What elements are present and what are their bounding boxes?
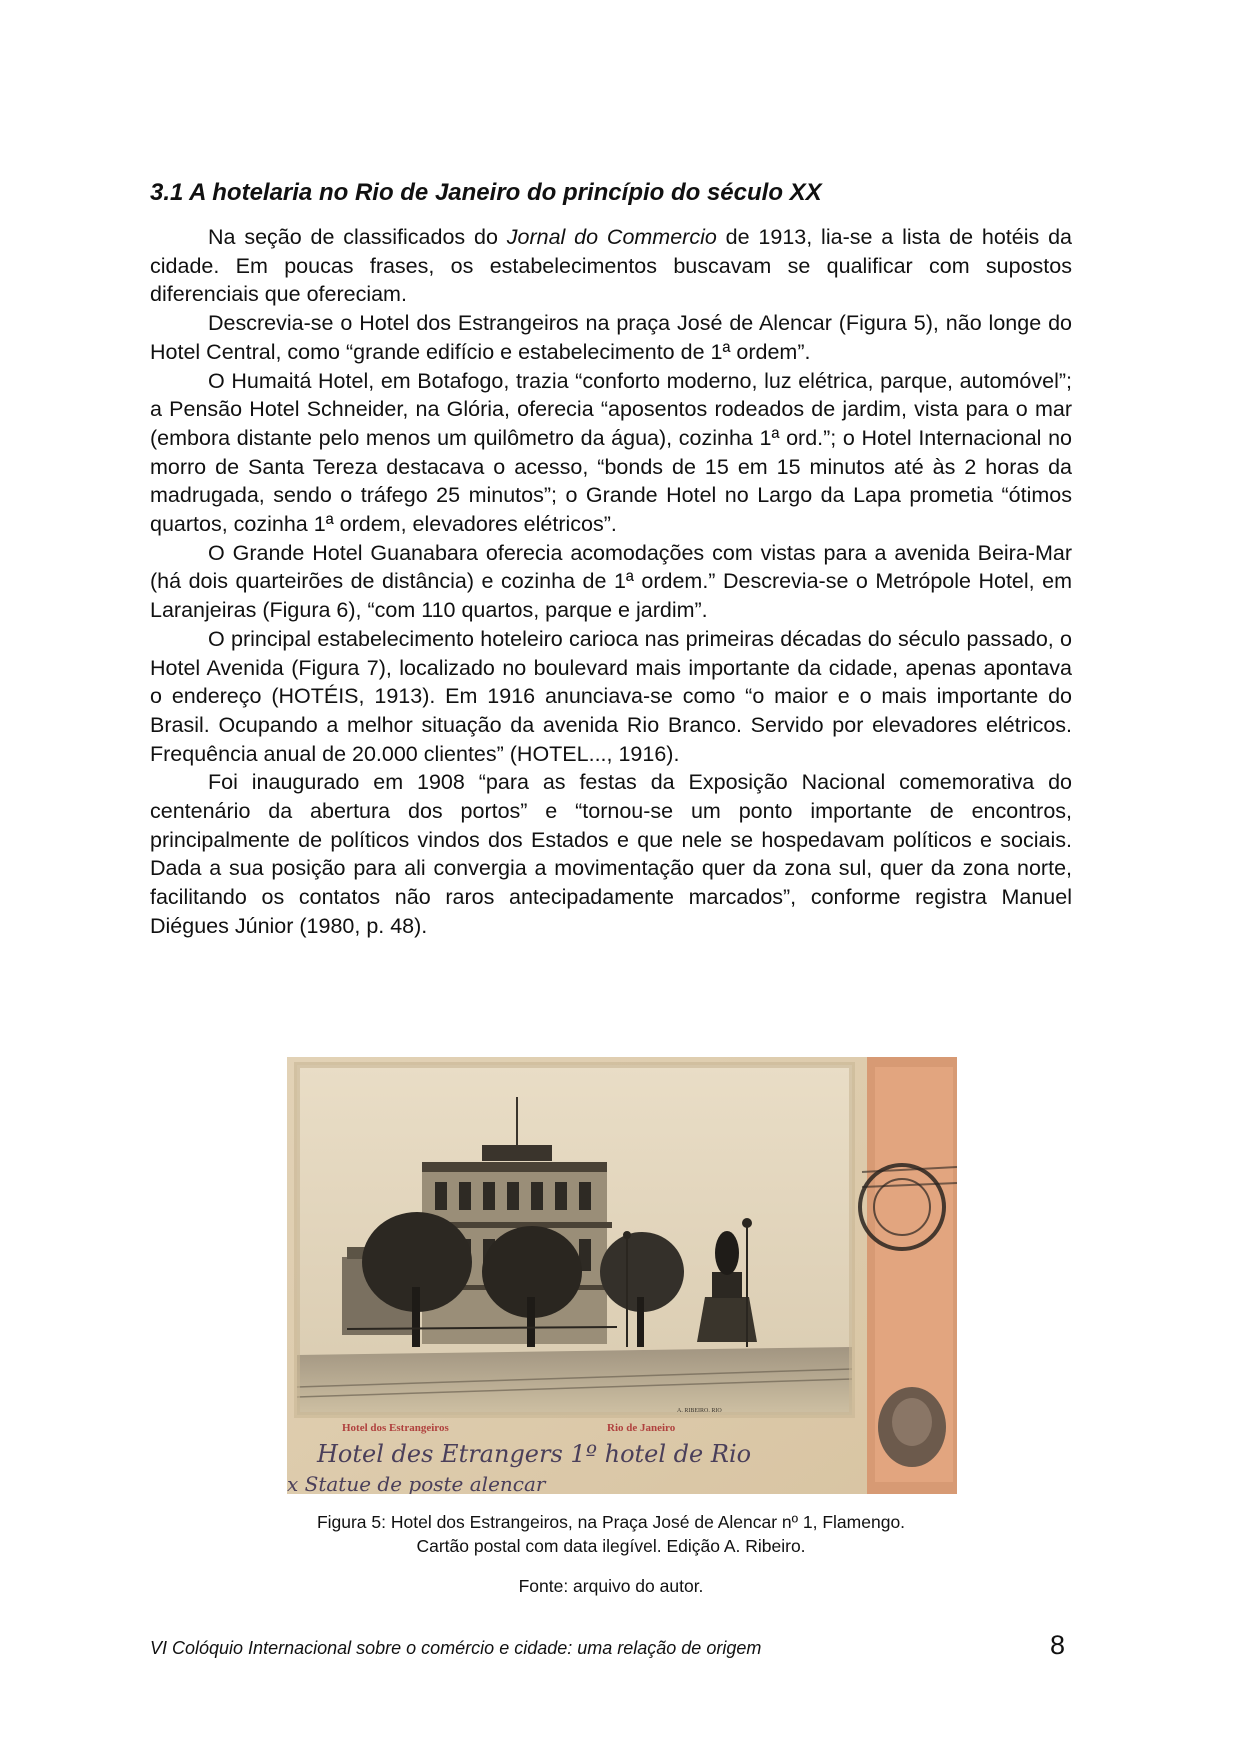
newspaper-title: Jornal do Commercio — [506, 225, 717, 249]
paragraph-1 — [150, 223, 1072, 309]
handwriting-line-2: x Statue de poste alencar — [287, 1472, 546, 1494]
page-footer: VI Colóquio Internacional sobre o comércio e cidade: uma relação de origem — [150, 1638, 762, 1658]
paragraph-1-start: Na seção de classificados do — [208, 225, 507, 249]
figure-source: Fonte: arquivo do autor. — [518, 1576, 704, 1596]
figure-caption-line-2: Cartão postal com data ilegível. Edição A. Ribeiro. — [416, 1536, 806, 1556]
paragraph-6: Foi inaugurado em 1908 “para as festas da Exposição Nacional comemorativa do centenário da abertura dos portos” e “tornou-se um ponto importante de encontros, principalmente de políticos vindos dos Estados e que nele se hospedavam políticos e sociais. Dada a sua posição para ali convergia a movimentação quer da zona sul, quer da zona norte, facilitando os contatos não raros antecipadamente marcados”, conforme registra Manuel Diégues Júnior (1980, p. 48). — [150, 770, 1072, 938]
postage-stamp — [860, 1057, 957, 1494]
paragraph-1-end: de 1913, lia-se a lista de hotéis da cidade. Em poucas frases, os estabelecimentos buscavam se qualificar com supostos diferenciais que ofereciam. — [150, 225, 1073, 307]
paragraph-2: Descrevia-se o Hotel dos Estrangeiros na praça José de Alencar (Figura 5), não longe do Hotel Central, como “grande edifício e estabelecimento de 1ª ordem”. — [150, 311, 1072, 364]
figure-caption-line-1: Figura 5: Hotel dos Estrangeiros, na Praça José de Alencar nº 1, Flamengo. — [316, 1512, 906, 1532]
postcard-title: Hotel dos Estrangeiros — [342, 1422, 449, 1434]
body-text — [150, 223, 1072, 941]
postcard-image — [287, 1057, 957, 1494]
paragraph-5: O principal estabelecimento hoteleiro carioca nas primeiras décadas do século passado, o Hotel Avenida (Figura 7), localizado no boulevard mais importante da cidade, apenas apontava o endereço (HOTÉIS, 1913). Em 1916 anunciava-se como “o maior e o mais importante do Brasil. Ocupando a melhor situação da avenida Rio Branco. Servido por elevadores elétricos. Frequência anual de 20.000 clientes” (HOTEL..., 1916). — [150, 626, 1072, 766]
postcard-publisher: A. RIBEIRO. RIO — [677, 1408, 722, 1414]
postcard-figure — [287, 1057, 957, 1494]
paragraph-4: O Grande Hotel Guanabara oferecia acomodações com vistas para a avenida Beira-Mar (há dois quarteirões de distância) e cozinha de 1ª ordem.” Descrevia-se o Metrópole Hotel, em Laranjeiras (Figura 6), “com 110 quartos, parque e jardim”. — [150, 540, 1072, 623]
page-number: 8 — [1050, 1630, 1066, 1660]
paragraph-3: O Humaitá Hotel, em Botafogo, trazia “conforto moderno, luz elétrica, parque, automóvel”; a Pensão Hotel Schneider, na Glória, oferecia “aposentos rodeados de jardim, vista para o mar (embora distante pelo menos um quilômetro da água), cozinha 1ª ord.”; o Hotel Internacional no morro de Santa Tereza destacava o acesso, “bonds de 15 em 15 minutos até às 2 horas da madrugada, sendo o tráfego 25 minutos”; o Grande Hotel no Largo da Lapa prometia “ótimos quartos, cozinha 1ª ordem, elevadores elétricos”. — [150, 368, 1072, 537]
postcard-city: Rio de Janeiro — [607, 1422, 676, 1434]
roof-sign — [482, 1145, 552, 1161]
handwriting-line-1: Hotel des Etrangers 1º hotel de Rio — [317, 1440, 752, 1468]
section-heading: 3.1 A hotelaria no Rio de Janeiro do princípio do século XX — [150, 179, 822, 206]
